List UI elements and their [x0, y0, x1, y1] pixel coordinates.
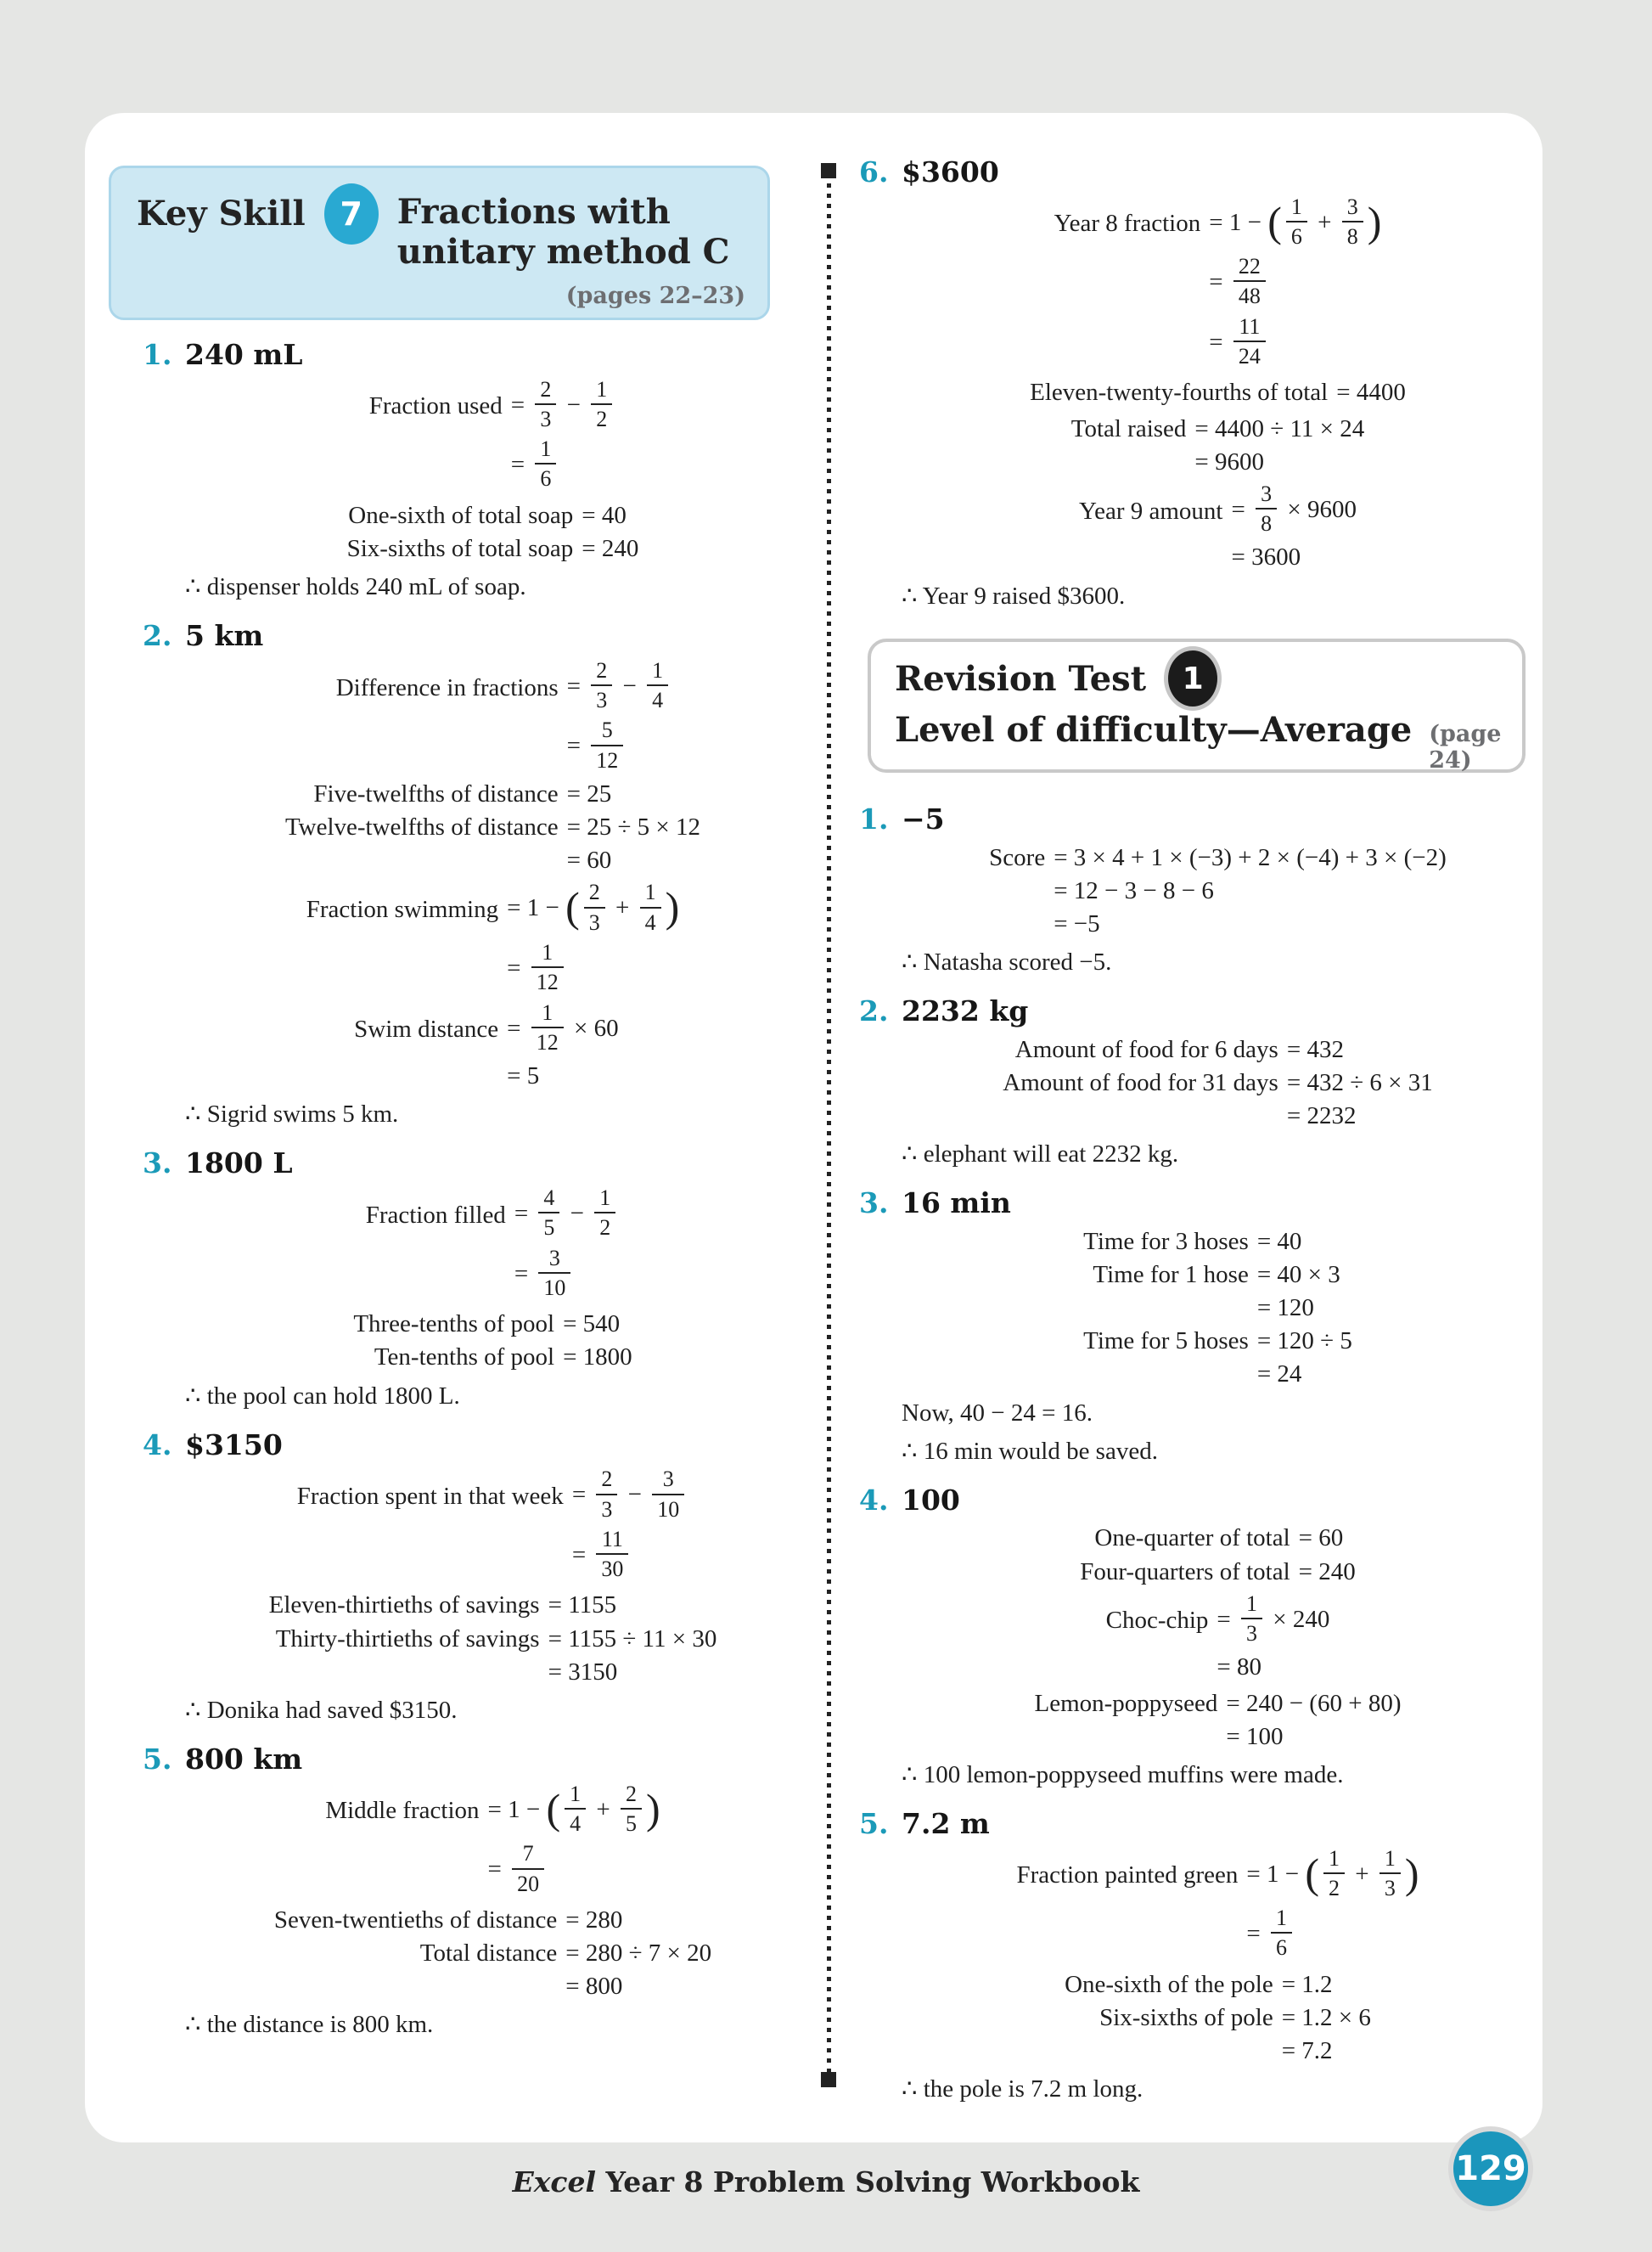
equation-expression: = 80	[1217, 1653, 1262, 1681]
equation-expression: = 540	[563, 1310, 621, 1338]
equation-group	[366, 1185, 621, 1305]
footer-title: Year 8 Problem Solving Workbook	[596, 2165, 1140, 2199]
fraction	[1342, 194, 1363, 250]
equation-label: Time for 5 hoses	[1083, 1327, 1249, 1355]
fraction-denominator: 6	[540, 466, 552, 492]
equation-expression: = $\frac{11}{24}$	[1209, 314, 1381, 374]
equation-expression: = 1 − ( $\frac{2}{3}$ + $\frac{1}{4}$ )	[507, 880, 680, 935]
fraction-denominator: 30	[601, 1557, 624, 1582]
revision-test-subtitle: Level of difficulty—Average	[895, 710, 1413, 750]
revision-test-header-box	[868, 639, 1526, 773]
equation-label: Lemon-poppyseed	[1034, 1689, 1218, 1717]
fraction-numerator: 1	[565, 1782, 586, 1810]
fraction	[591, 658, 612, 713]
problem-number: 2.	[859, 994, 889, 1028]
fraction-denominator: 24	[1238, 344, 1261, 369]
problem-item	[859, 1484, 1534, 1792]
equation-label: One-sixth of total soap	[348, 501, 574, 529]
key-skill-header-row	[137, 183, 745, 272]
key-skill-solutions-list	[143, 338, 801, 2057]
equation-expression: = 240	[1298, 1557, 1356, 1585]
equation-expression: = $\frac{1}{12}$	[507, 940, 679, 1000]
equation-expression: = $\frac{11}{30}$	[572, 1527, 688, 1587]
fraction	[1271, 1906, 1292, 1961]
fraction-denominator: 5	[543, 1215, 555, 1241]
problem-item	[859, 1807, 1534, 2106]
problem-answer: 16 min	[902, 1186, 1011, 1220]
fraction	[647, 658, 668, 713]
revision-test-label: Revision Test	[895, 658, 1147, 699]
equation-group	[1083, 1225, 1352, 1392]
fraction-numerator: 2	[596, 1467, 617, 1495]
equation-label: Seven-twentieths of distance	[273, 1906, 558, 1934]
fraction	[596, 1527, 628, 1582]
fraction-numerator: 1	[591, 377, 612, 405]
problem-item	[143, 338, 801, 604]
equation-expression: = 3 × 4 + 1 × (−3) + 2 × (−4) + 3 × (−2)	[1054, 843, 1447, 871]
fraction-numerator: 1	[1286, 194, 1307, 222]
fraction	[531, 1000, 564, 1056]
key-skill-header-box	[109, 166, 770, 320]
equation-group	[347, 499, 639, 566]
equation-group	[1035, 1687, 1402, 1754]
fraction-denominator: 6	[1290, 223, 1302, 249]
fraction-numerator: 1	[1323, 1846, 1345, 1874]
fraction-numerator: 7	[512, 1841, 544, 1869]
fraction	[538, 1185, 559, 1241]
problem-answer: 5 km	[185, 619, 264, 653]
equation-group	[269, 1589, 717, 1688]
fraction-numerator: 11	[596, 1527, 628, 1555]
equation-expression: = $\frac{3}{10}$	[514, 1246, 620, 1306]
fraction-numerator: 3	[652, 1467, 684, 1495]
statement-line: ∴ elephant will eat 2232 kg.	[902, 1140, 1179, 1168]
fraction-denominator: 2	[599, 1215, 611, 1241]
equation-group	[1065, 1968, 1371, 2068]
equation-expression: = 60	[566, 847, 612, 875]
equation-expression: = $\frac{1}{12}$ × 60	[507, 999, 619, 1055]
equation-expression: = 25 ÷ 5 × 12	[566, 814, 701, 842]
equation-expression: = 25	[566, 780, 612, 808]
fraction-denominator: 3	[588, 909, 600, 935]
equation-expression: = 9600	[1194, 448, 1265, 476]
problem-answer: $3150	[185, 1427, 283, 1461]
problem-number: 3.	[143, 1146, 172, 1180]
fraction	[1379, 1846, 1401, 1901]
fraction	[1256, 481, 1277, 537]
statement-line: ∴ the pool can hold 1800 L.	[185, 1382, 460, 1410]
fraction-denominator: 8	[1346, 223, 1358, 249]
equation-label: Three-tenths of pool	[353, 1310, 555, 1338]
equation-expression: = $\frac{22}{48}$	[1209, 254, 1381, 314]
fraction-numerator: 4	[538, 1185, 559, 1213]
fraction-denominator: 10	[543, 1275, 566, 1300]
fraction	[1241, 1591, 1262, 1647]
fraction-denominator: 3	[540, 406, 552, 431]
equation-group	[353, 1308, 632, 1374]
fraction-denominator: 8	[1261, 511, 1273, 537]
fraction-numerator: 1	[647, 658, 668, 686]
footer	[0, 2165, 1652, 2199]
equation-expression: = $\frac{1}{3}$ × 240	[1217, 1590, 1330, 1647]
page-number-badge: 129	[1448, 2126, 1533, 2211]
equation-group	[325, 1782, 660, 1901]
fraction-denominator: 48	[1238, 284, 1261, 309]
problem-answer: 800 km	[185, 1742, 303, 1776]
statement-line: ∴ Year 9 raised $3600.	[902, 582, 1126, 610]
fraction-denominator: 4	[644, 909, 656, 935]
problem-number: 4.	[143, 1427, 172, 1461]
fraction-numerator: 1	[1379, 1846, 1401, 1874]
fraction-numerator: 1	[640, 880, 661, 908]
fraction	[594, 1185, 615, 1241]
fraction	[591, 377, 612, 432]
fraction	[535, 377, 556, 432]
fraction-denominator: 10	[657, 1496, 680, 1522]
equation-group	[285, 658, 700, 878]
fraction	[591, 718, 623, 773]
problem-number: 5.	[143, 1742, 172, 1776]
fraction	[1233, 314, 1266, 369]
equation-expression: = 432 ÷ 6 × 31	[1286, 1068, 1433, 1096]
problem-item	[859, 802, 1534, 979]
equation-expression: = 3150	[548, 1658, 618, 1686]
equation-label: Fraction used	[368, 392, 503, 420]
equation-expression: = $\frac{2}{3}$ − $\frac{3}{10}$	[572, 1467, 688, 1527]
fraction-numerator: 1	[1271, 1906, 1292, 1934]
equation-label: Difference in fractions	[335, 673, 559, 701]
equation-expression: = 3600	[1231, 543, 1301, 571]
equation-label: Eleven-twenty-fourths of total	[1030, 379, 1329, 407]
equation-expression: = $\frac{1}{6}$	[511, 436, 616, 497]
problem-number: 5.	[859, 1806, 889, 1840]
problem-item	[859, 1186, 1534, 1468]
fraction-denominator: 4	[652, 688, 664, 713]
revision-test-header-row	[895, 650, 1502, 707]
fraction-denominator: 3	[1246, 1621, 1258, 1647]
equation-expression: = 100	[1226, 1722, 1284, 1750]
fraction	[565, 1782, 586, 1837]
statement-line: ∴ Donika had saved $3150.	[185, 1696, 458, 1724]
fraction-denominator: 2	[1329, 1875, 1340, 1900]
equation-label: Eleven-thirtieths of savings	[268, 1591, 540, 1619]
key-skill-number-badge: 7	[324, 183, 379, 245]
fraction-denominator: 2	[596, 406, 608, 431]
problem-item	[143, 1428, 801, 1727]
equation-group	[274, 1904, 711, 2003]
fraction	[512, 1841, 544, 1896]
equation-expression: = 1 − ( $\frac{1}{2}$ + $\frac{1}{3}$ )	[1246, 1845, 1419, 1900]
equation-label: Six-sixths of total soap	[346, 534, 574, 562]
equation-group	[989, 842, 1447, 941]
fraction	[1233, 254, 1266, 309]
parenthesis: (	[1267, 197, 1282, 245]
equation-expression: = 280 ÷ 7 × 20	[565, 1939, 712, 1967]
fraction-numerator: 1	[531, 1000, 564, 1028]
fraction	[535, 436, 556, 492]
equation-group	[1054, 194, 1382, 374]
equation-expression: = 60	[1298, 1524, 1344, 1552]
fraction-numerator: 22	[1233, 254, 1266, 282]
parenthesis: )	[646, 1784, 660, 1833]
equation-label: Thirty-thirtieths of savings	[275, 1624, 540, 1652]
right-column-top-solutions	[859, 155, 1534, 628]
equation-label: Fraction spent in that week	[296, 1482, 564, 1510]
fraction-numerator: 11	[1233, 314, 1266, 342]
statement-line: Now, 40 − 24 = 16.	[902, 1399, 1093, 1427]
fraction-denominator: 5	[626, 1810, 638, 1836]
equation-expression: = 1155 ÷ 11 × 30	[548, 1624, 717, 1652]
problem-number: 1.	[859, 802, 889, 836]
equation-label: Fraction swimming	[306, 896, 499, 924]
fraction-numerator: 5	[591, 718, 623, 746]
problem-number: 3.	[859, 1186, 889, 1220]
equation-label: Choc-chip	[1105, 1607, 1209, 1635]
equation-expression: = 432	[1286, 1035, 1344, 1063]
parenthesis: )	[1367, 197, 1382, 245]
equation-label: Twelve-twelfths of distance	[284, 814, 559, 842]
fraction	[596, 1467, 617, 1522]
equation-label: One-sixth of the pole	[1065, 1970, 1273, 1998]
parenthesis: (	[565, 883, 580, 932]
equation-label: Time for 1 hose	[1093, 1261, 1249, 1289]
equation-expression: = 5	[507, 1062, 540, 1090]
equation-expression: = 7.2	[1281, 2036, 1333, 2064]
fraction-numerator: 1	[535, 436, 556, 464]
problem-number: 6.	[859, 155, 889, 189]
fraction-denominator: 6	[1275, 1935, 1287, 1961]
equation-expression: = 1 − ( $\frac{1}{6}$ + $\frac{3}{8}$ )	[1209, 194, 1382, 249]
equation-group	[1030, 376, 1406, 409]
equation-label: Year 9 amount	[1079, 497, 1223, 525]
statement-line: ∴ Natasha scored −5.	[902, 949, 1112, 977]
fraction	[531, 940, 564, 995]
statement-line: ∴ 16 min would be saved.	[902, 1437, 1158, 1465]
equation-group	[297, 1467, 689, 1586]
fraction-numerator: 2	[584, 880, 605, 908]
fraction	[1323, 1846, 1345, 1901]
fraction	[584, 880, 605, 935]
fraction-numerator: 3	[538, 1246, 570, 1274]
equation-group	[1003, 1033, 1432, 1133]
statement-line: ∴ 100 lemon-poppyseed muffins were made.	[902, 1760, 1344, 1788]
fraction	[621, 1782, 642, 1837]
fraction	[640, 880, 661, 935]
parenthesis: (	[1305, 1849, 1319, 1897]
equation-label: Six-sixths of pole	[1099, 2003, 1273, 2031]
equation-group	[306, 880, 680, 1093]
key-skill-title	[397, 183, 730, 272]
equation-expression: = 40	[1256, 1227, 1302, 1255]
equation-expression: = 280	[565, 1906, 623, 1934]
equation-label: Score	[989, 843, 1046, 871]
fraction	[652, 1467, 684, 1522]
equation-group	[1080, 1522, 1356, 1588]
revision-test-pages-ref: (page 24)	[1429, 721, 1502, 774]
fraction-denominator: 12	[536, 1029, 559, 1055]
fraction-denominator: 4	[570, 1810, 582, 1836]
equation-expression: = 1 − ( $\frac{1}{4}$ + $\frac{2}{5}$ )	[487, 1781, 660, 1836]
equation-expression: = 40 × 3	[1256, 1261, 1340, 1289]
statement-line: ∴ the pole is 7.2 m long.	[902, 2075, 1143, 2103]
fraction	[538, 1246, 570, 1301]
equation-expression: = 240 − (60 + 80)	[1226, 1689, 1402, 1717]
fraction-numerator: 2	[591, 658, 612, 686]
page-card	[85, 113, 1542, 2142]
equation-expression: = $\frac{5}{12}$	[567, 718, 700, 778]
parenthesis: )	[1404, 1849, 1419, 1897]
problem-answer: $3600	[902, 155, 999, 189]
column-divider	[821, 163, 836, 2087]
equation-label: Four-quarters of total	[1080, 1557, 1290, 1585]
equation-expression: = 4400	[1336, 379, 1406, 407]
equation-label: Time for 3 hoses	[1083, 1227, 1249, 1255]
equation-expression: = 1.2	[1281, 1970, 1333, 1998]
equation-group	[1106, 1591, 1330, 1685]
fraction-numerator: 3	[1256, 481, 1277, 510]
problem-item	[143, 1146, 801, 1412]
statement-line: ∴ the distance is 800 km.	[185, 2011, 434, 2039]
equation-expression: = 120 ÷ 5	[1256, 1327, 1352, 1355]
equation-expression: = −5	[1054, 909, 1100, 937]
equation-label: Total raised	[1070, 414, 1187, 442]
problem-answer: 1800 L	[185, 1146, 293, 1180]
equation-group	[1079, 481, 1357, 575]
fraction-denominator: 12	[596, 747, 619, 773]
fraction-numerator: 2	[621, 1782, 642, 1810]
equation-expression: = 1.2 × 6	[1281, 2003, 1371, 2031]
problem-number: 4.	[859, 1483, 889, 1517]
revision-test-number-badge: 1	[1168, 650, 1217, 707]
problem-item	[143, 619, 801, 1131]
fraction-denominator: 12	[536, 970, 559, 995]
fraction-numerator: 1	[594, 1185, 615, 1213]
fraction-numerator: 1	[1241, 1591, 1262, 1619]
key-skill-title-line1: Fractions with	[396, 192, 671, 232]
fraction-denominator: 3	[596, 688, 608, 713]
equation-expression: = 2232	[1286, 1102, 1357, 1130]
equation-expression: = 4400 ÷ 11 × 24	[1194, 414, 1365, 442]
equation-label: Ten-tenths of pool	[374, 1343, 555, 1371]
equation-expression: = 1800	[563, 1343, 632, 1371]
equation-expression: = $\frac{3}{8}$ × 9600	[1231, 481, 1357, 537]
equation-expression: = 240	[582, 534, 639, 562]
fraction-numerator: 2	[535, 377, 556, 405]
equation-expression: = 800	[565, 1973, 623, 2001]
equation-label: Middle fraction	[325, 1797, 480, 1825]
revision-test-solutions-list	[859, 802, 1534, 2121]
parenthesis: (	[546, 1784, 561, 1833]
key-skill-title-line2: unitary method C	[396, 232, 730, 273]
equation-label: Swim distance	[354, 1016, 499, 1044]
equation-expression: = 40	[582, 501, 627, 529]
equation-label: One-quarter of total	[1094, 1524, 1290, 1552]
equation-group	[369, 377, 617, 497]
equation-label: Five-twelfths of distance	[313, 780, 559, 808]
equation-label: Year 8 fraction	[1054, 210, 1201, 238]
equation-expression: = $\frac{2}{3}$ − $\frac{1}{4}$	[567, 658, 700, 718]
fraction-numerator: 1	[531, 940, 564, 968]
equation-label: Amount of food for 31 days	[1003, 1068, 1278, 1096]
equation-expression: = $\frac{1}{6}$	[1246, 1906, 1419, 1966]
equation-expression: = $\frac{4}{5}$ − $\frac{1}{2}$	[514, 1185, 620, 1246]
problem-number: 2.	[143, 619, 172, 653]
equation-label: Fraction filled	[365, 1201, 506, 1229]
footer-brand: Excel	[512, 2165, 597, 2199]
statement-line: ∴ dispenser holds 240 mL of soap.	[185, 573, 526, 601]
equation-group	[1016, 1846, 1419, 1966]
fraction-numerator: 3	[1342, 194, 1363, 222]
problem-number: 1.	[143, 338, 172, 371]
equation-label: Total distance	[419, 1939, 558, 1967]
equation-expression: = $\frac{2}{3}$ − $\frac{1}{2}$	[511, 377, 616, 437]
fraction	[1286, 194, 1307, 250]
revision-test-subtitle-row	[895, 710, 1502, 774]
statement-line: ∴ Sigrid swims 5 km.	[185, 1101, 399, 1129]
parenthesis: )	[665, 883, 680, 932]
equation-expression: = 120	[1256, 1294, 1314, 1322]
fraction-denominator: 3	[601, 1496, 613, 1522]
problem-answer: 100	[902, 1483, 960, 1517]
equation-group	[1071, 413, 1364, 479]
key-skill-pages-ref: (pages 22–23)	[565, 283, 745, 309]
key-skill-label: Key Skill	[137, 194, 306, 234]
equation-expression: = 1155	[548, 1591, 617, 1619]
problem-answer: −5	[902, 802, 945, 836]
problem-answer: 240 mL	[185, 338, 303, 371]
fraction-denominator: 20	[517, 1871, 540, 1896]
problem-item	[859, 994, 1534, 1171]
problem-item	[143, 1742, 801, 2041]
equation-label: Fraction painted green	[1016, 1861, 1239, 1889]
problem-answer: 7.2 m	[902, 1806, 990, 1840]
equation-expression: = $\frac{7}{20}$	[488, 1841, 660, 1901]
fraction-denominator: 3	[1384, 1875, 1396, 1900]
equation-expression: = 24	[1256, 1360, 1302, 1388]
problem-item	[859, 155, 1534, 613]
problem-answer: 2232 kg	[902, 994, 1029, 1028]
equation-expression: = 12 − 3 − 8 − 6	[1054, 876, 1214, 904]
equation-label: Amount of food for 6 days	[1014, 1035, 1278, 1063]
